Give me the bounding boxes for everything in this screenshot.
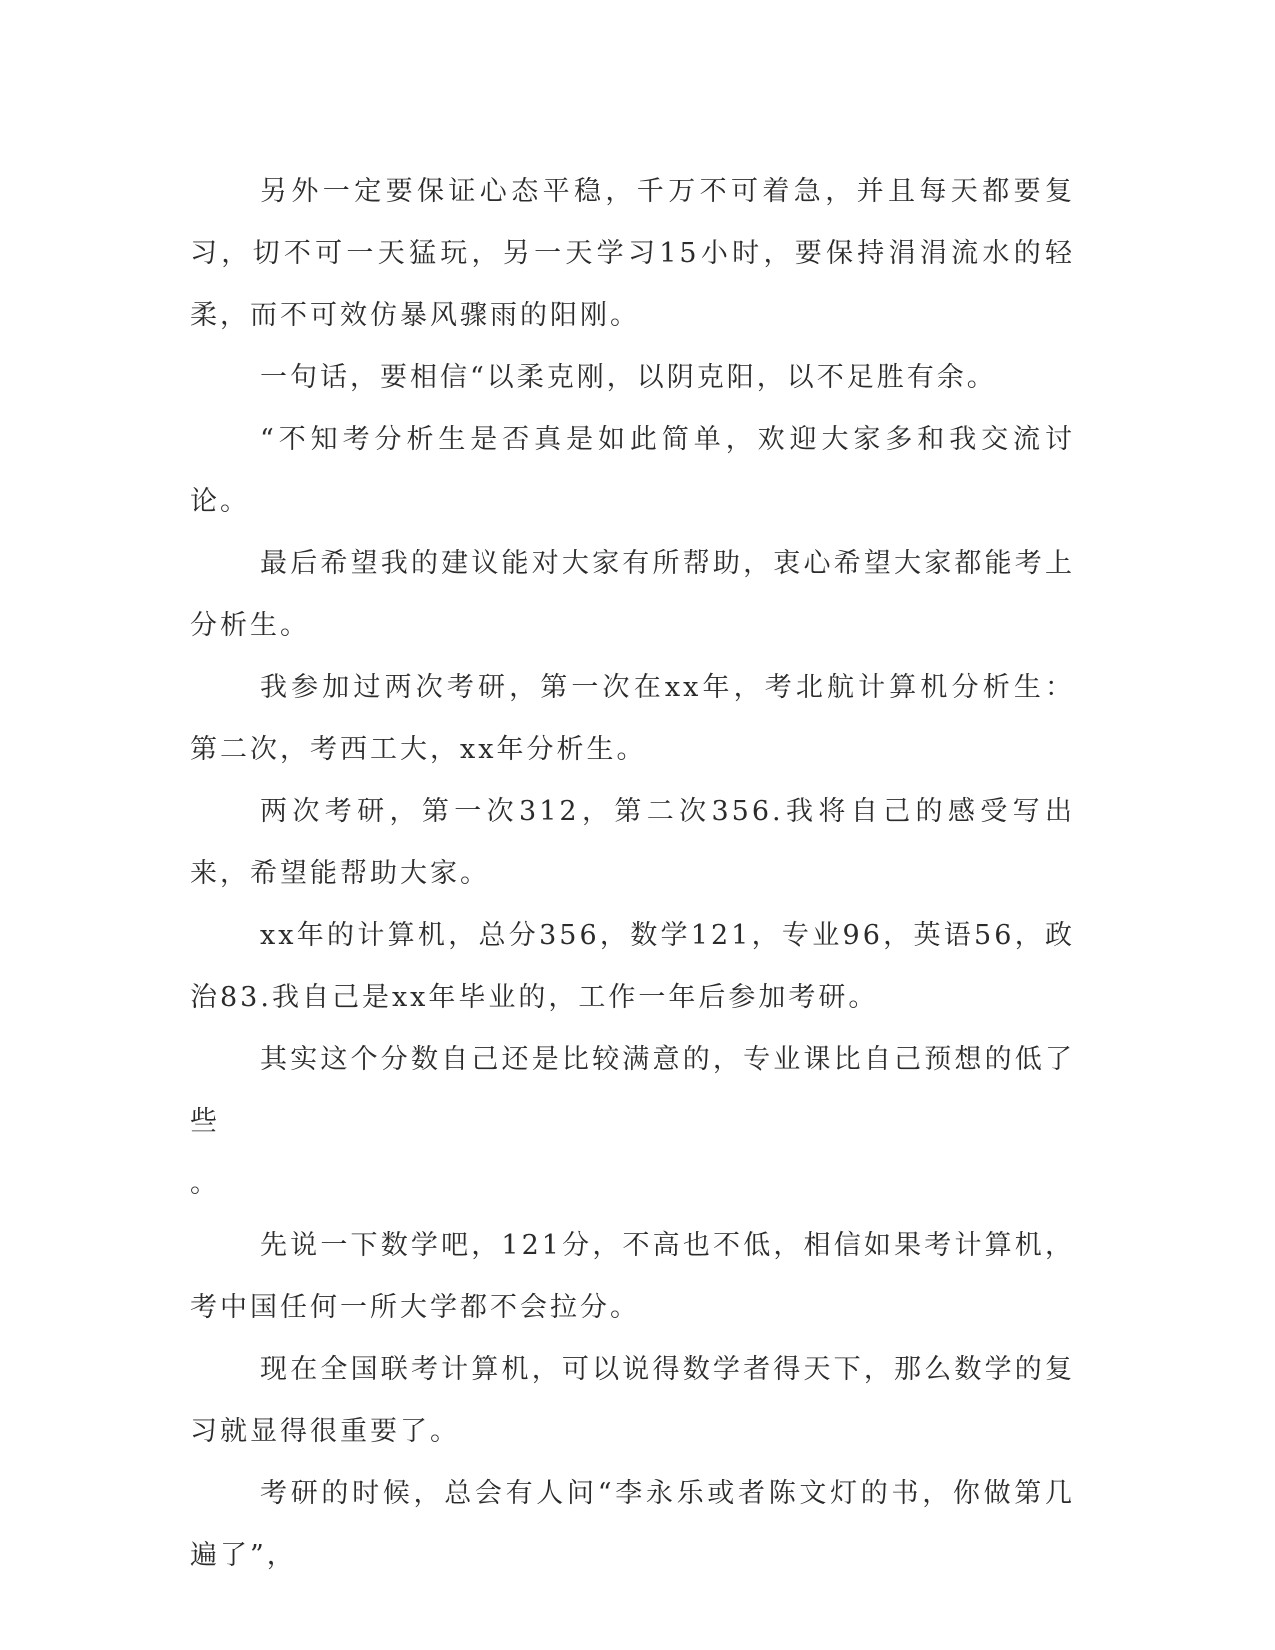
paragraph: 考研的时候，总会有人问“李永乐或者陈文灯的书，你做第几遍了”， bbox=[190, 1478, 1075, 1571]
paragraph: 另外一定要保证心态平稳，千万不可着急，并且每天都要复习，切不可一天猛玩，另一天学习15小时，要保持涓涓流水的轻柔，而不可效仿暴风骤雨的阳刚。 bbox=[190, 176, 1075, 331]
paragraph: 其实这个分数自己还是比较满意的，专业课比自己预想的低了些 bbox=[190, 1044, 1075, 1137]
paragraph: 先说一下数学吧，121分，不高也不低，相信如果考计算机，考中国任何一所大学都不会拉分。 bbox=[190, 1230, 1075, 1323]
paragraph: xx年的计算机，总分356，数学121，专业96，英语56，政治83.我自己是xx年毕业的，工作一年后参加考研。 bbox=[190, 920, 1075, 1013]
paragraph: 一句话，要相信“以柔克刚，以阴克阳，以不足胜有余。 bbox=[260, 362, 997, 393]
paragraph: 现在全国联考计算机，可以说得数学者得天下，那么数学的复习就显得很重要了。 bbox=[190, 1354, 1075, 1447]
paragraph: 最后希望我的建议能对大家有所帮助，衷心希望大家都能考上分析生。 bbox=[190, 548, 1075, 641]
document-body bbox=[190, 161, 1075, 1587]
paragraph: 两次考研，第一次312，第二次356.我将自己的感受写出来，希望能帮助大家。 bbox=[190, 796, 1075, 889]
paragraph: “不知考分析生是否真是如此简单，欢迎大家多和我交流讨论。 bbox=[190, 424, 1075, 517]
paragraph: 我参加过两次考研，第一次在xx年，考北航计算机分析生：第二次，考西工大，xx年分析生。 bbox=[190, 672, 1075, 765]
paragraph-orphan-punctuation: 。 bbox=[190, 1168, 220, 1199]
